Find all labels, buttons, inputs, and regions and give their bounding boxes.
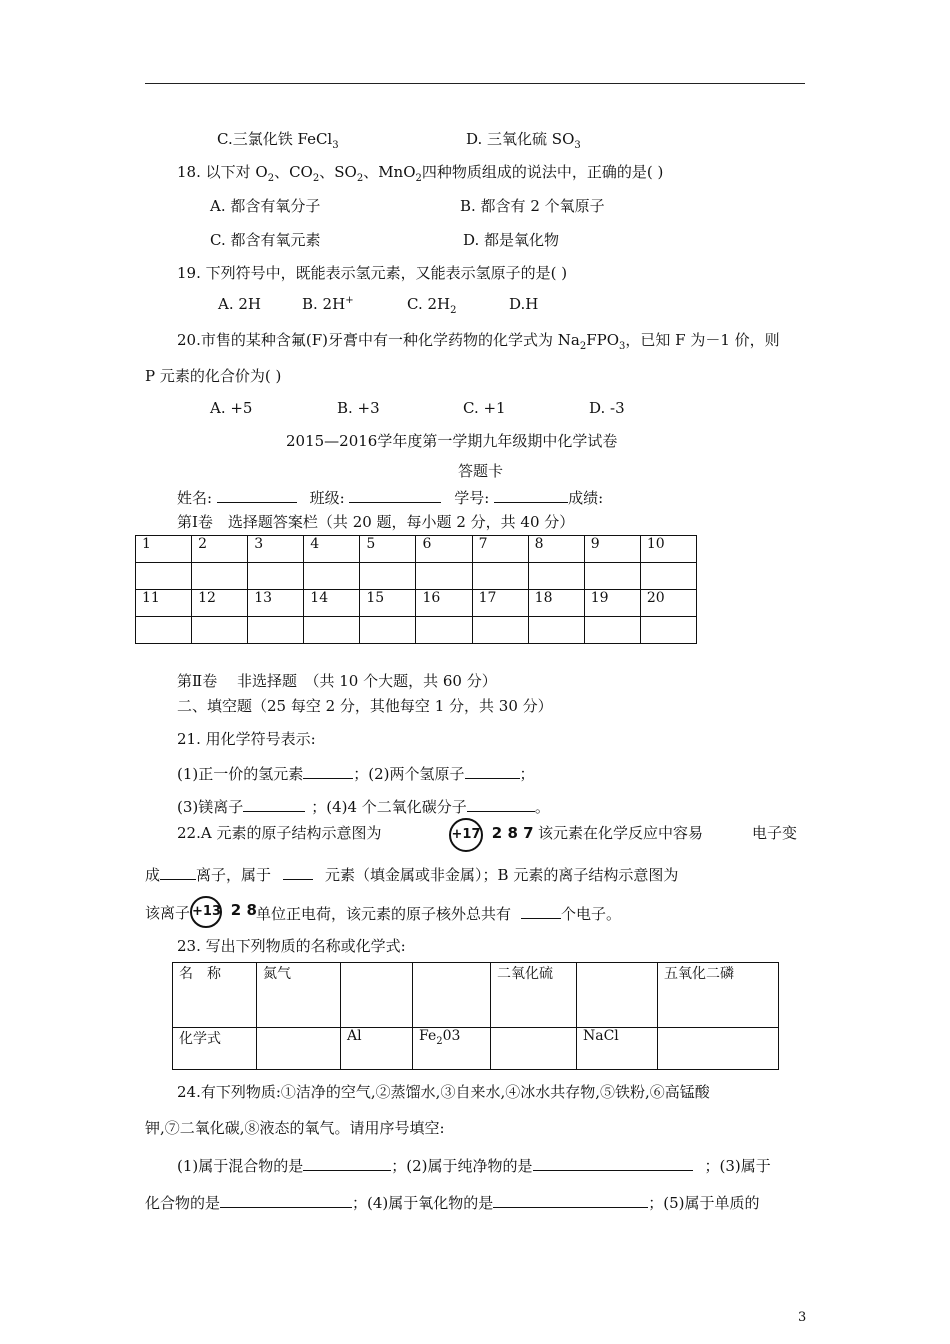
atom-a-nucleus: +17	[449, 818, 483, 852]
q24-part2: ；(2)属于纯净物的是	[391, 1157, 533, 1175]
q22-line3	[256, 902, 621, 924]
q21-stem: 21. 用化学符号表示:	[177, 730, 316, 748]
q22-line1b: 该元素在化学反应中容易	[538, 824, 704, 842]
q22-part-b: 离子，属于	[196, 866, 272, 884]
q20-stem-line1: 20.市售的某种含氟(F)牙膏中有一种化学药物的化学式为 $Na_2FPO_3$，已知 F 为－1 价，则	[177, 331, 780, 352]
fill-section-title: 二、填空题（25 每空 2 分，其他每空 1 分，共 30 分）	[177, 697, 553, 715]
q21-part4: ；(4)4 个二氧化碳分子	[311, 798, 467, 816]
q24-blank-1[interactable]	[303, 1154, 391, 1171]
grid-number: 5	[360, 536, 416, 563]
q18-option-c: C. 都含有氧元素	[210, 231, 321, 249]
q22-part-d: 单位正电荷，该元素的原子核外总共有	[256, 905, 512, 923]
grid-number: 3	[248, 536, 304, 563]
q24-blank-4[interactable]	[493, 1191, 648, 1208]
q22-line1a: 22.A 元素的原子结构示意图为	[177, 824, 382, 842]
grid-number: 15	[360, 590, 416, 617]
answer-cell[interactable]	[528, 563, 584, 590]
answer-cell[interactable]	[360, 617, 416, 644]
answer-cell[interactable]	[304, 563, 360, 590]
grid-number: 2	[192, 536, 248, 563]
q24-line3	[177, 1154, 771, 1176]
q20-option-d: D. -3	[589, 399, 625, 417]
grid-number: 4	[304, 536, 360, 563]
table-cell[interactable]	[257, 1028, 341, 1070]
q21-part1: (1)正一价的氢元素	[177, 765, 304, 783]
table-cell[interactable]	[658, 1028, 779, 1070]
section1-title: 第Ⅰ卷 选择题答案栏（共 20 题，每小题 2 分，共 40 分）	[177, 513, 575, 531]
table-cell: 二氧化硫	[491, 963, 577, 1028]
q21-blank-4[interactable]	[467, 795, 535, 812]
substance-name-row	[173, 963, 779, 1028]
answer-grid	[135, 535, 697, 644]
q22-line3a: 该离子	[145, 904, 191, 922]
table-cell: 五氧化二磷	[658, 963, 779, 1028]
atom-a-diagram	[449, 818, 534, 852]
q21-part2-end: ；	[519, 765, 535, 783]
name-label: 姓名:	[177, 489, 213, 507]
q22-part-c: 元素（填金属或非金属）；B 元素的离子结构示意图为	[325, 866, 679, 884]
q24-blank-3[interactable]	[220, 1191, 352, 1208]
answer-cell[interactable]	[192, 563, 248, 590]
header-rule	[145, 83, 805, 84]
page-number: 3	[798, 1310, 807, 1325]
q24-part5: ；(4)属于氧化物的是	[352, 1194, 494, 1212]
grid-number: 1	[136, 536, 192, 563]
q21-part4-end: 。	[534, 798, 550, 816]
q24-part6: ；(5)属于单质的	[648, 1194, 760, 1212]
answer-cell[interactable]	[360, 563, 416, 590]
q21-part3: (3)镁离子	[177, 798, 244, 816]
grid-number: 7	[472, 536, 528, 563]
atom-b-diagram	[190, 896, 257, 928]
grid-number: 19	[584, 590, 640, 617]
grid-number: 16	[416, 590, 472, 617]
q19-option-d: D.H	[509, 295, 539, 313]
q21-part2: ；(2)两个氢原子	[353, 765, 465, 783]
q19-option-a: A. 2H	[218, 295, 261, 313]
table-cell: 氮气	[257, 963, 341, 1028]
q24-part3: ；(3)属于	[704, 1157, 771, 1175]
atom-a-shells: 2 8 7	[491, 824, 534, 842]
table-cell[interactable]	[413, 963, 491, 1028]
score-label: 成绩:	[568, 489, 604, 507]
q17-option-c: C.三氯化铁 FeCl$_3$	[217, 130, 339, 151]
class-field[interactable]	[349, 486, 441, 503]
q24-line4	[145, 1191, 760, 1213]
grid-number: 8	[528, 536, 584, 563]
grid-number: 18	[528, 590, 584, 617]
q20-option-c: C. +1	[463, 399, 506, 417]
answer-cell[interactable]	[136, 617, 192, 644]
q24-blank-2[interactable]	[533, 1154, 693, 1171]
q21-line1	[177, 762, 535, 784]
q24-line1: 24.有下列物质:①洁净的空气,②蒸馏水,③自来水,④冰水共存物,⑤铁粉,⑥高锰酸	[177, 1083, 710, 1101]
atom-b-shells: 2 8	[230, 901, 257, 919]
q18-option-a: A. 都含有氧分子	[210, 197, 321, 215]
answer-cell[interactable]	[248, 617, 304, 644]
q23-stem: 23. 写出下列物质的名称或化学式:	[177, 937, 406, 955]
grid-number: 6	[416, 536, 472, 563]
grid-number: 11	[136, 590, 192, 617]
class-label: 班级:	[309, 489, 345, 507]
q19-option-c: C. $2H_2$	[407, 295, 457, 316]
q22-line2	[145, 863, 678, 885]
answer-grid-blanks-1[interactable]	[136, 563, 697, 590]
atom-b-nucleus: +13	[190, 896, 222, 928]
answer-cell[interactable]	[584, 563, 640, 590]
answer-cell[interactable]	[472, 617, 528, 644]
substance-formula-row	[173, 1028, 779, 1070]
q24-part1: (1)属于混合物的是	[177, 1157, 304, 1175]
answer-cell[interactable]	[472, 563, 528, 590]
answer-cell[interactable]	[640, 617, 696, 644]
q20-option-b: B. +3	[337, 399, 380, 417]
grid-number: 14	[304, 590, 360, 617]
q18-option-d: D. 都是氧化物	[463, 231, 560, 249]
grid-number: 20	[640, 590, 696, 617]
table-cell[interactable]	[491, 1028, 577, 1070]
table-cell: Al	[341, 1028, 413, 1070]
answer-cell[interactable]	[192, 617, 248, 644]
substance-table	[172, 962, 779, 1070]
q21-line2	[177, 795, 550, 817]
q21-blank-1[interactable]	[303, 762, 353, 779]
q18-stem: 18. 以下对 $O_2$、$CO_2$、$SO_2$、MnO$_2$四种物质组成的说法中，正确的是( )	[177, 163, 664, 184]
answer-cell[interactable]	[248, 563, 304, 590]
answer-cell[interactable]	[136, 563, 192, 590]
q24-line2: 钾,⑦二氧化碳,⑧液态的氧气。请用序号填空:	[145, 1119, 445, 1137]
grid-number: 10	[640, 536, 696, 563]
q22-part-e: 个电子。	[561, 905, 622, 923]
q17-option-d: D. 三氧化硫 $SO_3$	[466, 130, 581, 151]
id-field[interactable]	[494, 486, 568, 503]
q24-part4: 化合物的是	[145, 1194, 221, 1212]
id-label: 学号:	[454, 489, 490, 507]
grid-number: 9	[584, 536, 640, 563]
table-cell[interactable]	[341, 963, 413, 1028]
name-field[interactable]	[217, 486, 297, 503]
grid-number: 17	[472, 590, 528, 617]
answer-cell[interactable]	[416, 617, 472, 644]
answer-cell[interactable]	[304, 617, 360, 644]
student-info-row	[177, 486, 603, 508]
section2-title: 第Ⅱ卷 非选择题 （共 10 个大题，共 60 分）	[177, 672, 497, 690]
table-cell[interactable]	[577, 963, 658, 1028]
q20-stem-line2: P 元素的化合价为( )	[145, 367, 282, 385]
table-cell: NaCl	[577, 1028, 658, 1070]
card-title: 2015—2016学年度第一学期九年级期中化学试卷	[286, 432, 618, 450]
q22-line1c: 电子变	[752, 824, 798, 842]
q19-stem: 19. 下列符号中，既能表示氢元素，又能表示氢原子的是( )	[177, 264, 568, 282]
q21-blank-2[interactable]	[465, 762, 520, 779]
answer-grid-numbers-2	[136, 590, 697, 617]
q21-blank-3[interactable]	[243, 795, 305, 812]
answer-cell[interactable]	[584, 617, 640, 644]
q22-blank-type[interactable]	[283, 863, 313, 880]
q19-option-b: B. 2H+	[302, 295, 354, 313]
answer-cell[interactable]	[528, 617, 584, 644]
table-header-name: 名 称	[173, 963, 257, 1028]
table-header-formula: 化学式	[173, 1028, 257, 1070]
q22-blank-electrons[interactable]	[521, 902, 561, 919]
answer-grid-blanks-2[interactable]	[136, 617, 697, 644]
answer-grid-numbers-1	[136, 536, 697, 563]
grid-number: 12	[192, 590, 248, 617]
grid-number: 13	[248, 590, 304, 617]
q22-part-a: 成	[145, 866, 161, 884]
q22-blank-ion[interactable]	[160, 863, 196, 880]
answer-cell[interactable]	[640, 563, 696, 590]
card-subtitle: 答题卡	[458, 462, 504, 480]
q18-option-b: B. 都含有 2 个氧原子	[460, 197, 605, 215]
q20-option-a: A. +5	[210, 399, 253, 417]
table-cell: $Fe_203$	[413, 1028, 491, 1070]
answer-cell[interactable]	[416, 563, 472, 590]
